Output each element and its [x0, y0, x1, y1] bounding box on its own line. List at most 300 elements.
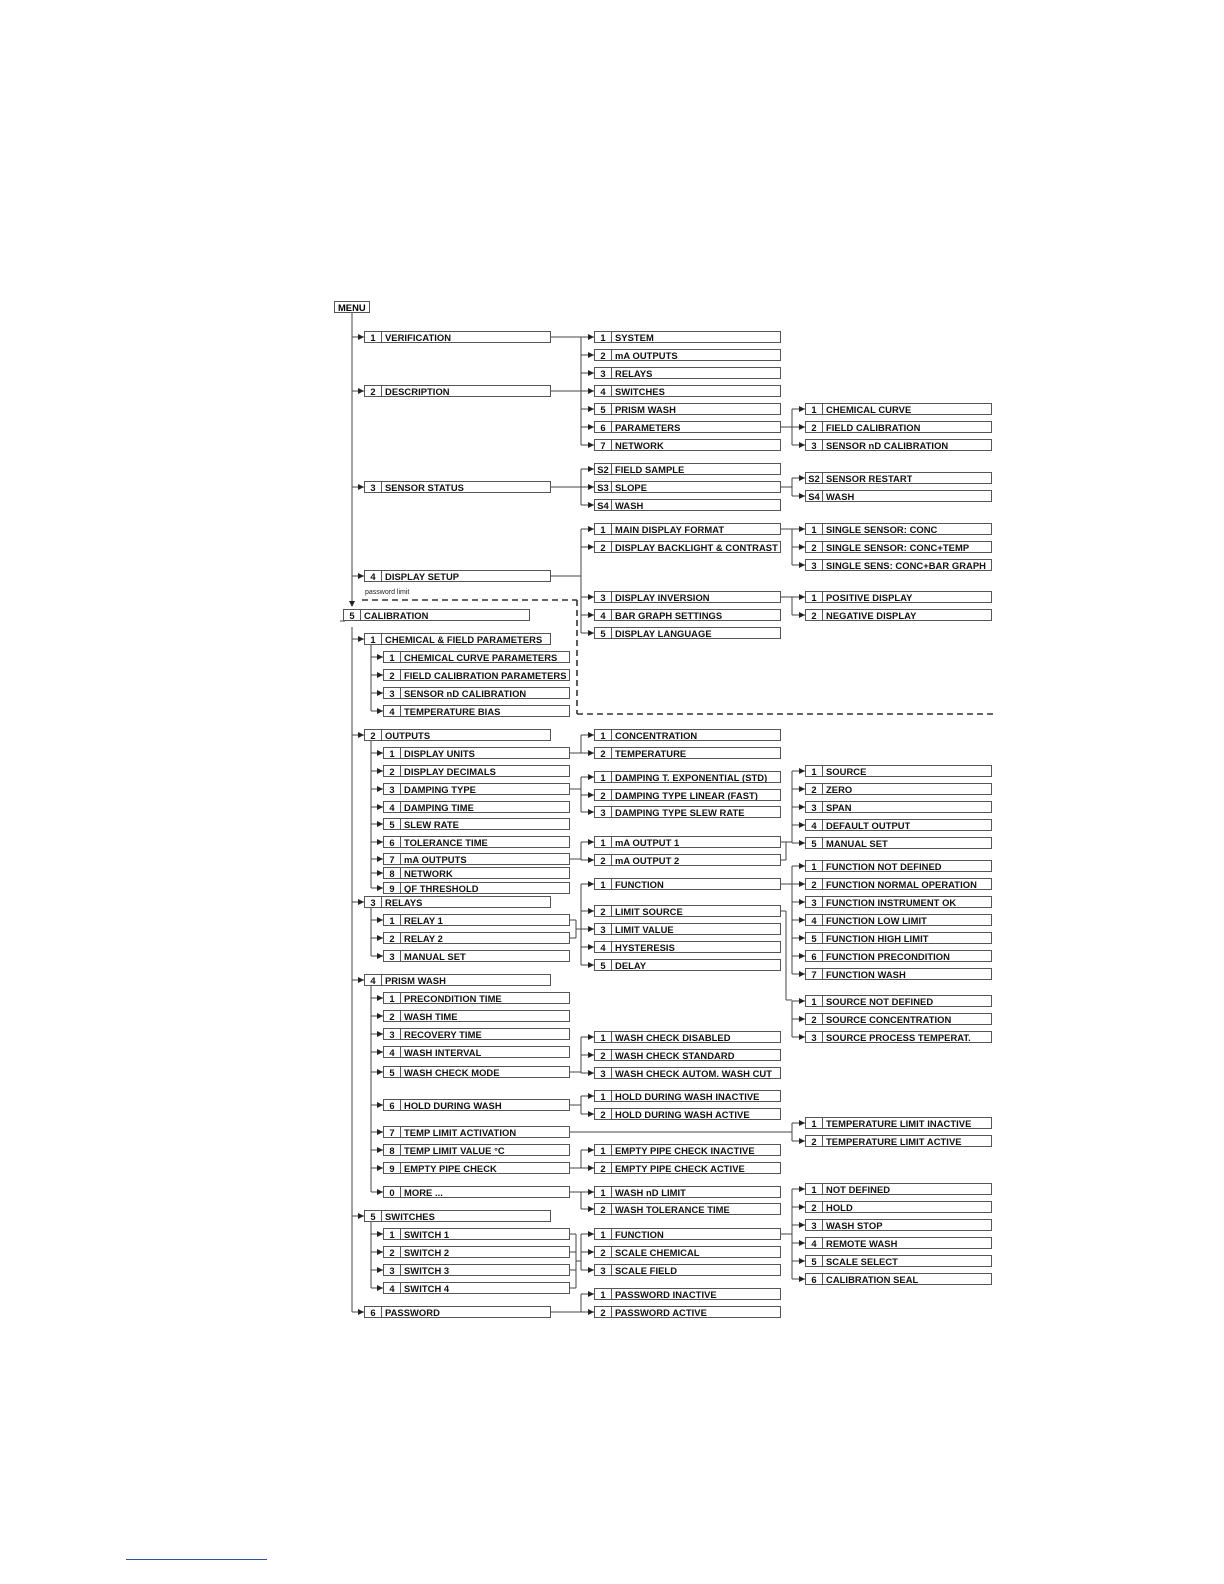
menu-item-limit-value	[594, 923, 781, 935]
menu-item-number: 6	[384, 1100, 401, 1110]
menu-item-field-calibration	[805, 421, 992, 433]
menu-item-number: 6	[806, 951, 823, 961]
menu-item-label: SWITCH 4	[404, 1283, 450, 1293]
menu-item-temp-limit-value-c	[383, 1144, 570, 1156]
menu-item-number: 2	[384, 670, 401, 680]
menu-item-number: 1	[365, 634, 382, 644]
menu-item-label: CHEMICAL & FIELD PARAMETERS	[385, 634, 543, 644]
menu-item-label: MORE ...	[404, 1187, 443, 1197]
menu-root-label: MENU	[338, 302, 366, 313]
menu-item-function-not-defined	[805, 860, 992, 872]
menu-item-delay	[594, 959, 781, 971]
menu-item-number: 3	[595, 807, 612, 817]
menu-item-label: DAMPING T. EXPONENTIAL (STD)	[615, 772, 768, 782]
menu-item-label: LIMIT SOURCE	[615, 906, 683, 916]
menu-item-label: PASSWORD INACTIVE	[615, 1289, 717, 1299]
menu-item-manual-set	[383, 950, 570, 962]
menu-item-label: DISPLAY SETUP	[385, 571, 460, 581]
menu-item-wash-stop	[805, 1219, 992, 1231]
menu-item-label: WASH CHECK MODE	[404, 1067, 500, 1077]
menu-item-number: 3	[365, 897, 382, 907]
menu-item-number: 1	[595, 1032, 612, 1042]
menu-item-number: 6	[365, 1307, 382, 1317]
menu-item-label: EMPTY PIPE CHECK	[404, 1163, 497, 1173]
menu-item-display-inversion	[594, 591, 781, 603]
menu-item-number: 4	[595, 942, 612, 952]
menu-item-label: DISPLAY DECIMALS	[404, 766, 496, 776]
menu-item-temperature-bias	[383, 705, 570, 717]
menu-item-display-language	[594, 627, 781, 639]
menu-item-number: 3	[806, 1032, 823, 1042]
menu-item-number: 2	[806, 784, 823, 794]
menu-item-label: MANUAL SET	[826, 838, 888, 848]
menu-item-number: 4	[384, 802, 401, 812]
menu-item-zero	[805, 783, 992, 795]
menu-item-number: 1	[595, 1091, 612, 1101]
menu-item-label: PRECONDITION TIME	[404, 993, 502, 1003]
menu-item-number: 3	[384, 1029, 401, 1039]
menu-item-label: SWITCH 2	[404, 1247, 450, 1257]
menu-item-bar-graph-settings	[594, 609, 781, 621]
menu-item-function-precondition	[805, 950, 992, 962]
menu-item-number: 1	[806, 1118, 823, 1128]
menu-item-limit-source	[594, 905, 781, 917]
menu-item-label: SENSOR nD CALIBRATION	[404, 688, 527, 698]
menu-item-number: 2	[595, 542, 612, 552]
menu-item-number: 2	[806, 1014, 823, 1024]
menu-item-wash-tolerance-time	[594, 1203, 781, 1215]
menu-item-scale-select	[805, 1255, 992, 1267]
menu-item-label: FUNCTION PRECONDITION	[826, 951, 950, 961]
menu-item-precondition-time	[383, 992, 570, 1004]
menu-item-switch-4	[383, 1282, 570, 1294]
menu-item-empty-pipe-check-inactive	[594, 1144, 781, 1156]
menu-item-label: DISPLAY LANGUAGE	[615, 628, 712, 638]
menu-item-number: 4	[806, 915, 823, 925]
menu-item-field-sample	[594, 463, 781, 475]
menu-item-label: CONCENTRATION	[615, 730, 698, 740]
menu-item-number: 7	[384, 1127, 401, 1137]
menu-item-network	[594, 439, 781, 451]
menu-item-calibration	[343, 609, 530, 621]
menu-item-number: 2	[595, 1204, 612, 1214]
menu-item-hold-during-wash	[383, 1099, 570, 1111]
menu-item-number: S2	[806, 473, 823, 483]
menu-item-number: 4	[595, 386, 612, 396]
menu-item-label: SOURCE	[826, 766, 867, 776]
menu-item-label: NETWORK	[404, 868, 453, 878]
menu-item-function-instrument-ok	[805, 896, 992, 908]
menu-item-parameters	[594, 421, 781, 433]
menu-item-number: 9	[384, 883, 401, 893]
menu-item-number: 1	[806, 861, 823, 871]
menu-item-number: 2	[595, 906, 612, 916]
menu-item-switches	[594, 385, 781, 397]
menu-item-field-calibration-parameters	[383, 669, 570, 681]
menu-item-single-sensor-conc-temp	[805, 541, 992, 553]
menu-item-sensor-nd-calibration	[805, 439, 992, 451]
menu-item-number: 5	[365, 1211, 382, 1221]
menu-item-source-not-defined	[805, 995, 992, 1007]
menu-item-label: NOT DEFINED	[826, 1184, 891, 1194]
menu-item-label: WASH	[826, 491, 855, 501]
menu-item-wash	[805, 490, 992, 502]
menu-item-number: 1	[384, 993, 401, 1003]
menu-item-display-decimals	[383, 765, 570, 777]
menu-item-label: WASH TOLERANCE TIME	[615, 1204, 730, 1214]
menu-item-source-process-temperat	[805, 1031, 992, 1043]
menu-item-label: PRISM WASH	[615, 404, 676, 414]
menu-item-label: DISPLAY INVERSION	[615, 592, 710, 602]
menu-item-chemical-curve-parameters	[383, 651, 570, 663]
menu-item-number: 5	[806, 1256, 823, 1266]
menu-item-label: SYSTEM	[615, 332, 654, 342]
menu-item-slope	[594, 481, 781, 493]
menu-item-label: SOURCE CONCENTRATION	[826, 1014, 952, 1024]
menu-item-label: DEFAULT OUTPUT	[826, 820, 911, 830]
menu-item-relays	[364, 896, 551, 908]
menu-item-password-active	[594, 1306, 781, 1318]
menu-item-hold	[805, 1201, 992, 1213]
menu-item-number: 1	[595, 730, 612, 740]
menu-item-number: 5	[595, 628, 612, 638]
menu-item-label: SINGLE SENSOR: CONC+TEMP	[826, 542, 970, 552]
menu-item-label: VERIFICATION	[385, 332, 452, 342]
menu-item-number: 1	[384, 652, 401, 662]
menu-item-label: NEGATIVE DISPLAY	[826, 610, 917, 620]
menu-item-label: TEMP LIMIT ACTIVATION	[404, 1127, 517, 1137]
menu-item-number: 3	[806, 897, 823, 907]
menu-item-label: FUNCTION NORMAL OPERATION	[826, 879, 977, 889]
menu-item-number: 4	[806, 820, 823, 830]
menu-item-label: CHEMICAL CURVE PARAMETERS	[404, 652, 558, 662]
menu-root-box	[334, 301, 370, 313]
menu-item-sensor-nd-calibration	[383, 687, 570, 699]
menu-item-number: 1	[384, 748, 401, 758]
menu-item-number: 3	[595, 1068, 612, 1078]
menu-item-label: HYSTERESIS	[615, 942, 675, 952]
menu-item-label: DISPLAY UNITS	[404, 748, 475, 758]
menu-item-number: 1	[806, 404, 823, 414]
menu-item-label: RECOVERY TIME	[404, 1029, 482, 1039]
menu-item-label: ZERO	[826, 784, 853, 794]
menu-item-label: PASSWORD	[385, 1307, 440, 1317]
menu-item-number: 1	[806, 592, 823, 602]
menu-item-negative-display	[805, 609, 992, 621]
menu-item-number: 3	[806, 560, 823, 570]
menu-item-label: RELAY 2	[404, 933, 443, 943]
menu-item-number: 2	[384, 933, 401, 943]
menu-item-calibration-seal	[805, 1273, 992, 1285]
menu-item-slew-rate	[383, 818, 570, 830]
menu-item-number: 2	[384, 766, 401, 776]
menu-item-number: 1	[595, 1229, 612, 1239]
menu-item-label: TOLERANCE TIME	[404, 837, 488, 847]
menu-item-label: NETWORK	[615, 440, 664, 450]
menu-item-label: FIELD CALIBRATION	[826, 422, 921, 432]
menu-item-scale-chemical	[594, 1246, 781, 1258]
menu-item-label: SINGLE SENS: CONC+BAR GRAPH	[826, 560, 986, 570]
menu-item-number: 2	[595, 748, 612, 758]
menu-item-chemical-field-parameters	[364, 633, 551, 645]
menu-item-number: 5	[595, 404, 612, 414]
menu-item-label: WASH CHECK STANDARD	[615, 1050, 735, 1060]
menu-item-label: DISPLAY BACKLIGHT & CONTRAST	[615, 542, 778, 552]
menu-item-label: MANUAL SET	[404, 951, 466, 961]
menu-item-span	[805, 801, 992, 813]
menu-item-number: S3	[595, 482, 612, 492]
menu-item-switches	[364, 1210, 551, 1222]
menu-item-number: 5	[344, 610, 361, 620]
menu-item-label: PRISM WASH	[385, 975, 446, 985]
menu-item-damping-type-slew-rate	[594, 806, 781, 818]
menu-item-label: WASH CHECK AUTOM. WASH CUT	[615, 1068, 773, 1078]
menu-item-label: SWITCHES	[385, 1211, 435, 1221]
menu-item-source	[805, 765, 992, 777]
menu-item-password	[364, 1306, 551, 1318]
menu-item-number: 6	[595, 422, 612, 432]
menu-item-tolerance-time	[383, 836, 570, 848]
menu-item-label: EMPTY PIPE CHECK INACTIVE	[615, 1145, 755, 1155]
menu-item-function	[594, 878, 781, 890]
menu-item-number: 3	[384, 688, 401, 698]
menu-item-number: 8	[384, 868, 401, 878]
menu-item-label: HOLD DURING WASH INACTIVE	[615, 1091, 760, 1101]
menu-item-label: SOURCE NOT DEFINED	[826, 996, 934, 1006]
menu-item-number: 3	[384, 951, 401, 961]
menu-item-number: 1	[595, 1145, 612, 1155]
menu-item-function-normal-operation	[805, 878, 992, 890]
menu-item-label: FUNCTION LOW LIMIT	[826, 915, 927, 925]
menu-item-number: 2	[806, 422, 823, 432]
menu-item-label: SWITCH 3	[404, 1265, 450, 1275]
menu-item-number: 2	[806, 542, 823, 552]
menu-item-hold-during-wash-inactive	[594, 1090, 781, 1102]
menu-item-label: CHEMICAL CURVE	[826, 404, 912, 414]
menu-item-label: SINGLE SENSOR: CONC	[826, 524, 938, 534]
menu-item-label: OUTPUTS	[385, 730, 431, 740]
menu-item-label: HOLD	[826, 1202, 853, 1212]
menu-item-wash-check-disabled	[594, 1031, 781, 1043]
menu-item-default-output	[805, 819, 992, 831]
menu-item-number: 1	[365, 332, 382, 342]
menu-item-number: 4	[384, 1047, 401, 1057]
menu-item-label: FUNCTION HIGH LIMIT	[826, 933, 929, 943]
menu-item-number: 2	[595, 1307, 612, 1317]
menu-item-wash	[594, 499, 781, 511]
menu-item-number: S2	[595, 464, 612, 474]
menu-item-damping-type-linear-fast	[594, 789, 781, 801]
menu-item-display-units	[383, 747, 570, 759]
menu-item-number: 5	[806, 933, 823, 943]
menu-item-number: 1	[384, 1229, 401, 1239]
menu-item-relay-2	[383, 932, 570, 944]
menu-item-function-wash	[805, 968, 992, 980]
menu-item-label: SCALE FIELD	[615, 1265, 678, 1275]
menu-item-prism-wash	[594, 403, 781, 415]
menu-item-label: CALIBRATION	[364, 610, 429, 620]
menu-item-number: 3	[806, 440, 823, 450]
menu-item-label: FUNCTION	[615, 1229, 664, 1239]
menu-item-label: TEMPERATURE	[615, 748, 687, 758]
menu-item-number: 1	[384, 915, 401, 925]
menu-item-number: 2	[595, 855, 612, 865]
menu-item-number: 2	[595, 350, 612, 360]
menu-item-label: PASSWORD ACTIVE	[615, 1307, 707, 1317]
menu-item-number: 7	[806, 969, 823, 979]
menu-item-number: 2	[806, 1202, 823, 1212]
menu-item-label: DELAY	[615, 960, 647, 970]
menu-item-source-concentration	[805, 1013, 992, 1025]
menu-item-label: WASH nD LIMIT	[615, 1187, 686, 1197]
menu-item-recovery-time	[383, 1028, 570, 1040]
menu-item-display-backlight-contrast	[594, 541, 781, 553]
arrowhead	[349, 601, 355, 607]
menu-item-function-low-limit	[805, 914, 992, 926]
menu-item-chemical-curve	[805, 403, 992, 415]
menu-item-label: REMOTE WASH	[826, 1238, 898, 1248]
menu-item-number: 1	[595, 1289, 612, 1299]
menu-item-label: HOLD DURING WASH ACTIVE	[615, 1109, 750, 1119]
menu-item-number: 1	[595, 1187, 612, 1197]
menu-item-number: 3	[595, 592, 612, 602]
menu-item-label: SLOPE	[615, 482, 648, 492]
menu-item-label: RELAYS	[385, 897, 423, 907]
menu-item-label: RELAY 1	[404, 915, 443, 925]
menu-item-wash-check-mode	[383, 1066, 570, 1078]
menu-item-label: SCALE SELECT	[826, 1256, 898, 1266]
menu-item-label: SENSOR STATUS	[385, 482, 464, 492]
menu-item-ma-output-2	[594, 854, 781, 866]
menu-item-wash-check-standard	[594, 1049, 781, 1061]
menu-item-display-setup	[364, 570, 551, 582]
menu-item-label: DAMPING TYPE SLEW RATE	[615, 807, 745, 817]
menu-item-wash-time	[383, 1010, 570, 1022]
menu-item-label: QF THRESHOLD	[404, 883, 479, 893]
menu-item-switch-3	[383, 1264, 570, 1276]
menu-item-ma-outputs	[383, 853, 570, 865]
menu-item-number: 4	[806, 1238, 823, 1248]
menu-item-damping-t-exponential-std	[594, 771, 781, 783]
menu-item-wash-check-autom-wash-cut	[594, 1067, 781, 1079]
menu-item-number: 2	[365, 730, 382, 740]
menu-item-number: 6	[806, 1274, 823, 1284]
menu-item-temperature	[594, 747, 781, 759]
menu-item-single-sens-conc-bar-graph	[805, 559, 992, 571]
menu-item-number: 6	[384, 837, 401, 847]
menu-item-switch-2	[383, 1246, 570, 1258]
menu-item-function-high-limit	[805, 932, 992, 944]
menu-item-temperature-limit-active	[805, 1135, 992, 1147]
menu-item-label: LIMIT VALUE	[615, 924, 674, 934]
menu-item-system	[594, 331, 781, 343]
menu-item-label: SLEW RATE	[404, 819, 459, 829]
menu-item-temp-limit-activation	[383, 1126, 570, 1138]
menu-item-number: 1	[806, 524, 823, 534]
menu-item-number: 2	[806, 1136, 823, 1146]
menu-item-network	[383, 867, 570, 879]
menu-item-label: FUNCTION	[615, 879, 664, 889]
menu-item-number: 2	[595, 790, 612, 800]
menu-item-label: TEMPERATURE BIAS	[404, 706, 501, 716]
menu-item-number: 2	[806, 879, 823, 889]
menu-item-temperature-limit-inactive	[805, 1117, 992, 1129]
menu-item-number: 2	[365, 386, 382, 396]
menu-item-concentration	[594, 729, 781, 741]
menu-item-outputs	[364, 729, 551, 741]
menu-item-label: BAR GRAPH SETTINGS	[615, 610, 723, 620]
menu-item-label: MAIN DISPLAY FORMAT	[615, 524, 725, 534]
footnote-separator	[126, 1559, 267, 1560]
menu-item-manual-set	[805, 837, 992, 849]
menu-item-label: DAMPING TIME	[404, 802, 474, 812]
menu-item-number: 2	[595, 1109, 612, 1119]
menu-item-wash-nd-limit	[594, 1186, 781, 1198]
menu-item-number: 3	[595, 368, 612, 378]
menu-item-number: 1	[595, 524, 612, 534]
menu-item-number: 5	[384, 819, 401, 829]
menu-item-label: SPAN	[826, 802, 852, 812]
menu-item-wash-interval	[383, 1046, 570, 1058]
menu-item-number: 3	[384, 1265, 401, 1275]
menu-item-number: 2	[595, 1050, 612, 1060]
menu-item-number: 7	[384, 854, 401, 864]
menu-item-label: TEMPERATURE LIMIT ACTIVE	[826, 1136, 962, 1146]
menu-item-number: 1	[595, 879, 612, 889]
menu-item-number: 3	[595, 1265, 612, 1275]
menu-item-number: 3	[595, 924, 612, 934]
menu-item-more	[383, 1186, 570, 1198]
menu-item-label: TEMPERATURE LIMIT INACTIVE	[826, 1118, 972, 1128]
menu-item-label: SWITCHES	[615, 386, 665, 396]
menu-item-damping-type	[383, 783, 570, 795]
menu-item-number: 2	[595, 1163, 612, 1173]
menu-item-number: 4	[365, 571, 382, 581]
menu-item-label: FUNCTION NOT DEFINED	[826, 861, 942, 871]
menu-item-remote-wash	[805, 1237, 992, 1249]
menu-item-label: WASH TIME	[404, 1011, 458, 1021]
menu-item-label: SENSOR RESTART	[826, 473, 913, 483]
menu-item-number: 3	[806, 802, 823, 812]
menu-item-number: 5	[806, 838, 823, 848]
menu-item-number: 8	[384, 1145, 401, 1155]
menu-item-number: 4	[595, 610, 612, 620]
menu-item-label: WASH INTERVAL	[404, 1047, 482, 1057]
menu-item-description	[364, 385, 551, 397]
menu-item-label: RELAYS	[615, 368, 653, 378]
menu-item-label: WASH	[615, 500, 644, 510]
menu-item-not-defined	[805, 1183, 992, 1195]
menu-item-relay-1	[383, 914, 570, 926]
menu-item-switch-1	[383, 1228, 570, 1240]
menu-item-function	[594, 1228, 781, 1240]
menu-item-sensor-status	[364, 481, 551, 493]
password-limit-note: password limit	[365, 589, 410, 596]
menu-item-label: FIELD CALIBRATION PARAMETERS	[404, 670, 567, 680]
menu-item-damping-time	[383, 801, 570, 813]
menu-item-number: 5	[384, 1067, 401, 1077]
menu-item-number: S4	[595, 500, 612, 510]
menu-item-label: CALIBRATION SEAL	[826, 1274, 919, 1284]
menu-item-ma-output-1	[594, 836, 781, 848]
menu-item-number: 4	[365, 975, 382, 985]
menu-item-number: 2	[595, 1247, 612, 1257]
menu-item-hold-during-wash-active	[594, 1108, 781, 1120]
menu-item-label: DAMPING TYPE	[404, 784, 476, 794]
menu-item-password-inactive	[594, 1288, 781, 1300]
menu-item-ma-outputs	[594, 349, 781, 361]
menu-item-number: 3	[806, 1220, 823, 1230]
